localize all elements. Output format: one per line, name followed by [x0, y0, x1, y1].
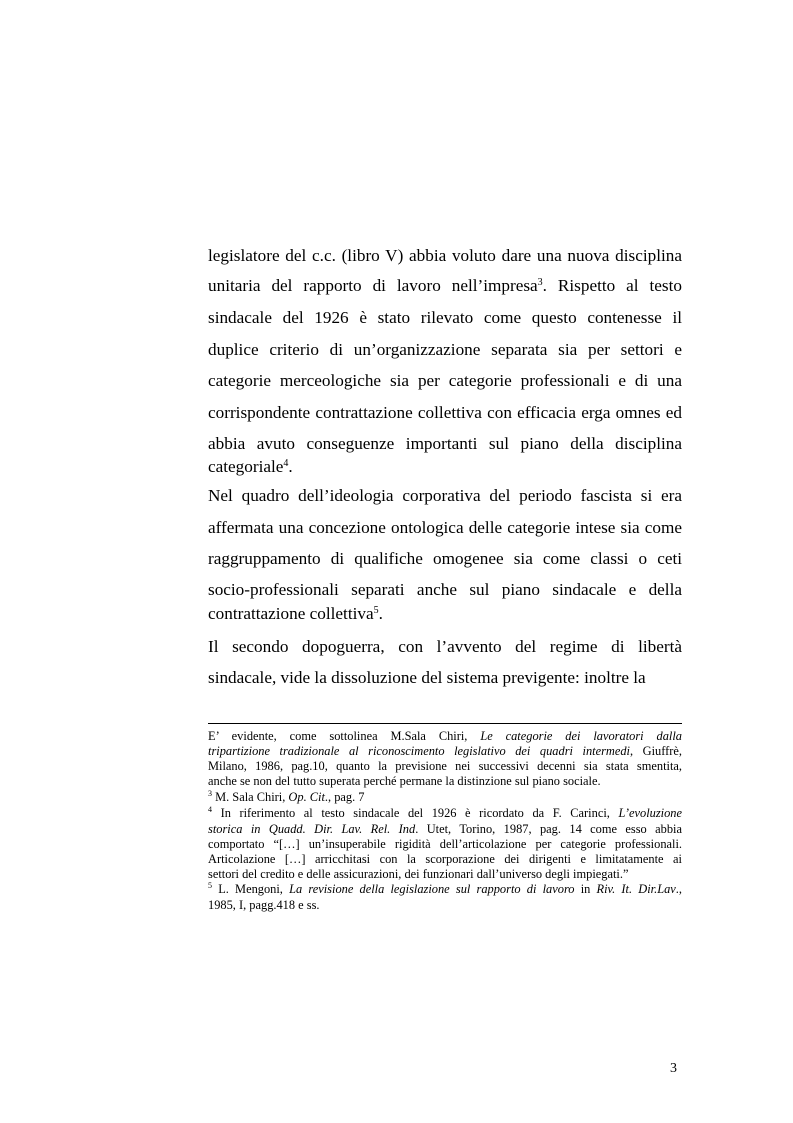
body-text-run: corrispondente contrattazione collettiva con efficacia erga omnes ed [208, 403, 682, 422]
footnote-separator [208, 723, 682, 724]
footnote-italic-text: L’evoluzione [618, 806, 682, 820]
footnote-text: M. Sala Chiri, [212, 790, 289, 804]
body-line [208, 580, 682, 600]
footnote-ref: 3 [537, 277, 543, 288]
footnote-italic-text: Le categorie dei lavoratori dalla [480, 729, 682, 743]
footnote-italic-text: storica in Quadd. Dir. Lav. Rel. Ind [208, 822, 416, 836]
footnote-text: comportato “[…] un’insuperabile rigidità dell’articolazione per categorie professionali. [208, 837, 682, 851]
footnote-text: ., [675, 882, 682, 896]
body-line [208, 518, 682, 538]
page-number: 3 [670, 1061, 677, 1076]
body-line [208, 457, 682, 477]
body-text-run: raggruppamento di qualifiche omogenee sia come classi o ceti [208, 549, 682, 568]
footnote-line [208, 837, 682, 852]
footnote-text: in [574, 882, 597, 896]
body-line [208, 246, 682, 266]
footnote-italic-text: La revisione della legislazione sul rapporto di lavoro [289, 882, 575, 896]
body-text-run: Nel quadro dell’ideologia corporativa del periodo fascista si era [208, 486, 682, 505]
body-text-run: Il secondo dopoguerra, con l’avvento del regime di libertà [208, 637, 682, 656]
body-line [208, 403, 682, 423]
footnote-marker: 4 [208, 805, 212, 814]
footnote-text: settori del credito e delle assicurazioni, dei funzionari dall’universo degli impiegati.” [208, 867, 629, 881]
footnote-text: , Giuffrè, [630, 744, 682, 758]
footnote-line [208, 867, 682, 882]
body-text-run: abbia avuto conseguenze importanti sul piano della disciplina [208, 434, 682, 453]
body-line [208, 637, 682, 657]
footnote-italic-text: tripartizione tradizionale al riconoscimento legislativo dei quadri intermedi [208, 744, 631, 758]
footnote-text: Milano, 1986, pag.10, quanto la previsione nei successivi decenni sia stata smentita, [208, 759, 682, 773]
footnote-text: In riferimento al testo sindacale del 1926 è ricordato da F. Carinci, [212, 806, 619, 820]
body-line [208, 549, 682, 569]
footnote-text: . Utet, Torino, 1987, pag. 14 come esso abbia [415, 822, 682, 836]
body-line [208, 340, 682, 360]
footnote-line [208, 774, 682, 789]
footnote-line [208, 806, 682, 821]
footnote-line [208, 898, 682, 913]
footnote-line [208, 790, 682, 805]
body-line [208, 486, 682, 506]
body-line [208, 434, 682, 454]
body-text-run: duplice criterio di un’organizzazione separata sia per settori e [208, 340, 682, 359]
footnote-text: L. Mengoni, [212, 882, 290, 896]
footnote-text: E’ evidente, come sottolinea M.Sala Chiri, [208, 729, 481, 743]
body-text-run: socio-professionali separati anche sul piano sindacale e della [208, 580, 682, 599]
body-text-run: . [378, 604, 383, 623]
footnote-marker: 3 [208, 789, 212, 798]
body-text-run: . [288, 457, 293, 476]
body-text-run: unitaria del rapporto di lavoro nell’impresa [208, 276, 538, 295]
body-line [208, 276, 682, 296]
footnote-text: 1985, I, pagg.418 e ss. [208, 898, 320, 912]
body-line [208, 371, 682, 391]
body-text-run: categoriale [208, 457, 284, 476]
footnote-line [208, 744, 682, 759]
footnote-ref: 4 [283, 458, 289, 469]
body-line [208, 604, 682, 624]
footnote-line [208, 882, 682, 897]
footnote-line [208, 822, 682, 837]
body-line [208, 668, 682, 688]
footnote-text: ., pag. 7 [324, 790, 365, 804]
footnote-line [208, 729, 682, 744]
footnote-italic-text: Riv. It. Dir.Lav [596, 882, 676, 896]
body-text-run: contrattazione collettiva [208, 604, 374, 623]
body-text-run: sindacale, vide la dissoluzione del sistema previgente: inoltre la [208, 668, 646, 687]
footnote-line [208, 759, 682, 774]
body-line [208, 308, 682, 328]
footnote-italic-text: Op. Cit [288, 790, 325, 804]
body-text-run: affermata una concezione ontologica delle categorie intese sia come [208, 518, 682, 537]
body-text-run: categorie merceologiche sia per categorie professionali e di una [208, 371, 682, 390]
body-text-run: sindacale del 1926 è stato rilevato come questo contenesse il [208, 308, 682, 327]
footnote-text: anche se non del tutto superata perché permane la distinzione sul piano sociale. [208, 774, 601, 788]
footnote-text: Articolazione […] arricchitasi con la scorporazione dei dirigenti e limitatamente ai [208, 852, 682, 866]
footnote-ref: 5 [373, 605, 379, 616]
body-text-run: legislatore del c.c. (libro V) abbia voluto dare una nuova disciplina [208, 246, 682, 265]
footnote-marker: 5 [208, 881, 212, 890]
body-text-run: . Rispetto al testo [542, 276, 682, 295]
footnote-line [208, 852, 682, 867]
